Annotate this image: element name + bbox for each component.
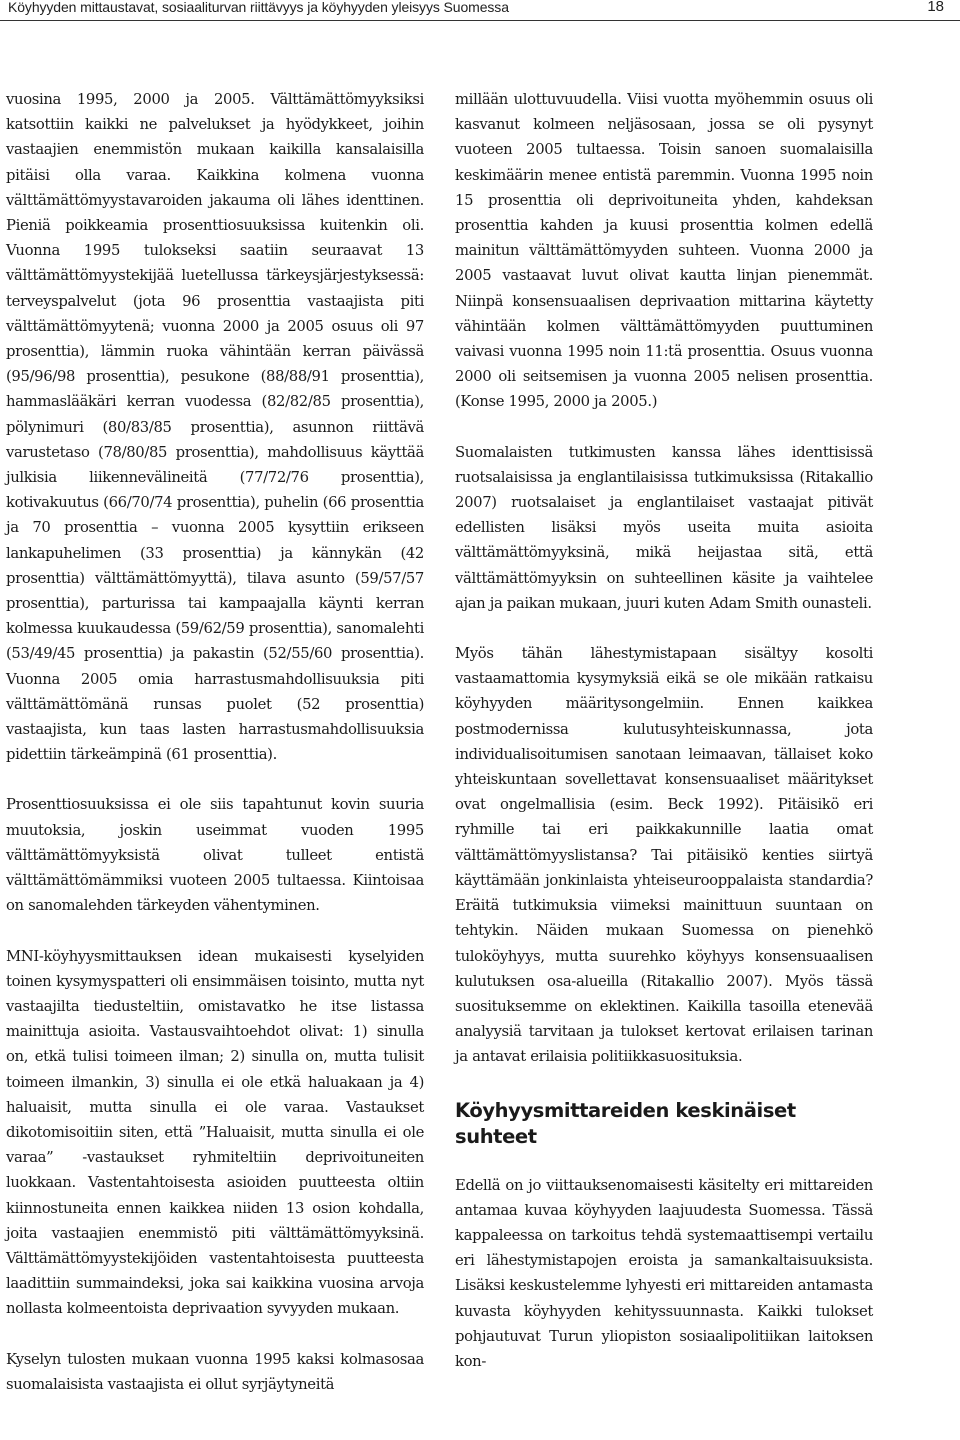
header-rule	[0, 20, 960, 21]
page-number: 18	[927, 0, 944, 15]
running-title: Köyhyyden mittaustavat, sosiaaliturvan riittävyys ja köyhyyden yleisyys Suomessa	[8, 0, 509, 15]
right-column	[455, 87, 873, 1374]
body-paragraph: millään ulottuvuudella. Viisi vuotta myöhemmin osuus oli kasvanut kolmeen neljäsosaan, jossa se oli pysynyt vuoteen 2005 tultaessa. Toisin sanoen suomalaisilla keskimäärin menee entistä paremmin. Vuonna 1995 noin 15 prosenttia oli deprivoituneita yhden, kahdeksan prosenttia kahden ja kuusi prosenttia kolmen edellä mainitun välttämättömyyden suhteen. Vuonna 2000 ja 2005 vastaavat luvut olivat kautta linjan pienemmät. Niinpä konsensuaalisen deprivaation mittarina käytetty vähintään kolmen välttämättömyyden puuttuminen vaivasi vuonna 1995 noin 11:tä prosenttia. Osuus vuonna 2000 oli seitsemisen ja vuonna 2005 nelisen prosenttia. (Konse 1995, 2000 ja 2005.)	[455, 91, 873, 411]
body-paragraph: Prosenttiosuuksissa ei ole siis tapahtunut kovin suuria muutoksia, joskin useimmat vuoden 1995 välttämättömyyksistä olivat tulleet entistä välttämättömämmiksi vuoteen 2005 tultaessa. Kiintoisaa on sanomalehden tärkeyden vähentyminen.	[6, 796, 424, 915]
body-paragraph: MNI-köyhyysmittauksen idean mukaisesti kyselyiden toinen kysymyspatteri oli ensimmäisen toisinto, mutta nyt vastaajilta tiedusteltiin, omistavatko he itse listassa mainittuja asioita. Vastausvaihtoehdot olivat: 1) sinulla on, etkä tulisi toimeen ilman; 2) sinulla on, mutta tulisit toimeen ilmankin, 3) sinulla ei ole etkä haluakaan ja 4) haluaisit, mutta sinulla ei ole varaa. Vastaukset dikotomisoitiin siten, että ”Haluaisit, mutta sinulla ei ole varaa” -vastaukset ryhmiteltiin deprivoituneiten luokkaan. Vastentahtoisesta asioiden puutteesta oltiin kiinnostuneita ennen kaikkea niiden 13 osion kohdalla, joita vastaajien enemmistö piti välttämättömyyksinä. Välttämättömyystekijöiden vastentahtoisesta puutteesta laadittiin summaindeksi, joka sai kaikkina vuosina arvoja nollasta kolmeentoista deprivaation syvyyden mukaan.	[6, 947, 424, 1318]
body-paragraph: Kyselyn tulosten mukaan vuonna 1995 kaksi kolmasosaa suomalaisista vastaajista ei ollut syrjäytyneitä	[6, 1350, 424, 1393]
left-column	[6, 87, 424, 1397]
body-paragraph: Suomalaisten tutkimusten kanssa lähes identtisissä ruotsalaisissa ja englantilaisissa tutkimuksissa (Ritakallio 2007) ruotsalaiset ja englantilaiset vastaajat pitivät edellisten lisäksi myös useita muita asioita välttämättömyyksinä, mikä heijastaa sitä, että välttämättömyyksin on suhteellinen käsite ja vaihtelee ajan ja paikan mukaan, juuri kuten Adam Smith ounasteli.	[455, 443, 873, 612]
body-paragraph: vuosina 1995, 2000 ja 2005. Välttämättömyyksiksi katsottiin kaikki ne palvelukset ja hyödykkeet, joihin vastaajien enemmistön mukaan kaikilla kansalaisilla pitäisi olla varaa. Kaikkina kolmena vuonna välttämättömyystavaroiden jakauma oli lähes identtinen. Pieniä poikkeamia prosenttiosuuksissa kuitenkin oli. Vuonna 1995 tulokseksi saatiin seuraavat 13 välttämättömyystekijää luetellussa tärkeysjärjestyksessä: terveyspalvelut (jota 96 prosenttia vastaajista piti välttämättömyytenä; vuonna 2000 ja 2005 osuus oli 97 prosenttia), lämmin ruoka vähintään kerran päivässä (95/96/98 prosenttia), pesukone (88/88/91 prosenttia), hammaslääkäri kerran vuodessa (82/82/85 prosenttia), pölynimuri (80/83/85 prosenttia), asunnon riittävä varustetaso (78/80/85 prosenttia), mahdollisuus käyttää julkisia liikennevälineitä (77/72/76 prosenttia), kotivakuutus (66/70/74 prosenttia), puhelin (66 prosenttia ja 70 prosenttia – vuonna 2005 kysyttiin erikseen lankapuhelimen (33 prosenttia) ja kännykän (42 prosenttia) välttämättömyyttä), tilava asunto (59/57/57 prosenttia), parturissa tai kampaajalla käynti kerran kolmessa kuukaudessa (59/62/59 prosenttia), sanomalehti (53/49/45 prosenttia) ja pakastin (52/55/60 prosenttia). Vuonna 2005 omia harrastusmahdollisuuksia piti välttämättömänä runsas puolet (52 prosenttia) vastaajista, kun taas lasten harrastusmahdollisuuksia pidettiin tärkeämpinä (61 prosenttia).	[6, 91, 424, 764]
body-paragraph: Myös tähän lähestymistapaan sisältyy kosolti vastaamattomia kysymyksiä eikä se ole mikään ratkaisu köyhyyden määritysongelmiin. Ennen kaikkea postmodernissa kulutusyhteiskunnassa, jota individualisoitumisen sanotaan leimaavan, tällaiset koko yhteiskuntaan sovellettavat konsensuaaliset määritykset ovat ongelmallisia (esim. Beck 1992). Pitäisikö eri ryhmille tai eri paikkakunnille laatia omat välttämättömyyslistansa? Tai pitäisikö kenties siirtyä käyttämään jonkinlaista yhteiseurooppalaista standardia? Eräitä tutkimuksia viimeksi mainittuun suuntaan on tehtykin. Näiden mukaan Suomessa on pienehkö tuloköyhyys, mutta suurehko köyhyys konsensuaalisen kulutuksen osa-alueilla (Ritakallio 2007). Myös tässä suosituksemme on eklektinen. Kaikilla tasoilla etenevää analyysiä tarvitaan ja tulokset kertovat erilaisen tarinan ja antavat erilaisia politiikkasuosituksia.	[455, 645, 873, 1066]
body-paragraph: Edellä on jo viittauksenomaisesti käsitelty eri mittareiden antamaa kuvaa köyhyyden laajuudesta Suomessa. Tässä kappaleessa on tarkoitus tehdä systemaattisempi vertailu eri lähestymistapojen eroista ja samankaltaisuuksista. Lisäksi keskustelemme lyhyesti eri mittareiden antamasta kuvasta köyhyyden kehityssuunnasta. Kaikki tulokset pohjautuvat Turun yliopiston sosiaalipolitiikan laitoksen kon-	[455, 1176, 873, 1370]
page-header	[0, 0, 960, 22]
section-heading: Köyhyysmittareiden keskinäiset suhteet	[455, 1098, 796, 1148]
